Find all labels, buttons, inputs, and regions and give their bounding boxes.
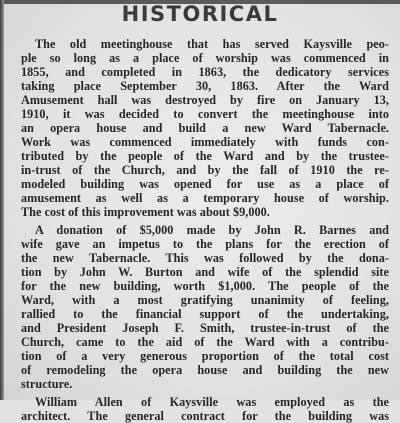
paragraph-1-line-13: The cost of this improvement was about $9,000.: [21, 205, 270, 219]
paragraph-2-line-9: Church, came to the aid of the Ward with a contribu-: [21, 335, 389, 349]
paragraph-2-line-11: of remodeling the opera house and building the new: [21, 363, 389, 377]
paragraph-2-line-12: structure.: [21, 377, 73, 391]
paragraph-1-line-10: in-trust of the Church, and by the fall of 1910 the re-: [21, 163, 389, 177]
paragraph-2-line-3: the new Tabernacle. This was followed by the dona-: [21, 251, 389, 265]
article-body: [21, 37, 389, 423]
paragraph-2-line-5: for the new building, worth $1,000. The people of the: [21, 279, 389, 293]
paragraph-2-line-7: rallied to the financial support of the undertaking,: [21, 307, 389, 321]
paragraph-1-line-11: modeled building was opened for use as a place of: [21, 177, 389, 191]
paragraph-2-line-4: tion by John W. Burton and wife of the splendid site: [21, 265, 389, 279]
article-heading: HISTORICAL: [121, 2, 279, 26]
clipping-left-edge: [0, 0, 4, 400]
paragraph-1-line-9: tributed by the people of the Ward and by the trustee-: [21, 149, 389, 163]
paragraph-2-line-2: wife gave an impetus to the plans for the erection of: [21, 237, 389, 251]
paragraph-1-line-5: Amusement hall was destroyed by fire on January 13,: [21, 93, 389, 107]
paragraph-1-line-6: 1910, it was decided to convert the meetinghouse into: [21, 107, 389, 121]
paragraph-1-line-2: ple so long as a place of worship was commenced in: [21, 51, 389, 65]
paragraph-1-line-1: The old meetinghouse that has served Kaysville peo-: [35, 37, 389, 51]
paragraph-1-line-7: an opera house and build a new Ward Tabernacle.: [21, 121, 389, 135]
paragraph-1-line-3: 1855, and completed in 1863, the dedicatory services: [21, 65, 389, 79]
paragraph-1-line-4: taking place September 30, 1863. After the Ward: [21, 79, 389, 93]
paragraph-2-line-6: Ward, with a most gratifying unanimity of feeling,: [21, 293, 389, 307]
paragraph-1-line-8: Work was commenced immediately with funds con-: [21, 135, 389, 149]
paragraph-3-line-1: William Allen of Kaysville was employed as the: [35, 395, 389, 409]
paragraph-2-line-1: A donation of $5,000 made by John R. Barnes and: [35, 223, 389, 237]
paragraph-1-line-12: amusement as well as a temporary house of worship.: [21, 191, 389, 205]
paragraph-2-line-8: and President Joseph F. Smith, trustee-in-trust of the: [21, 321, 389, 335]
paragraph-2-line-10: tion of a very generous proportion of the total cost: [21, 349, 389, 363]
paragraph-3-line-2: architect. The general contract for the building was: [21, 409, 389, 423]
